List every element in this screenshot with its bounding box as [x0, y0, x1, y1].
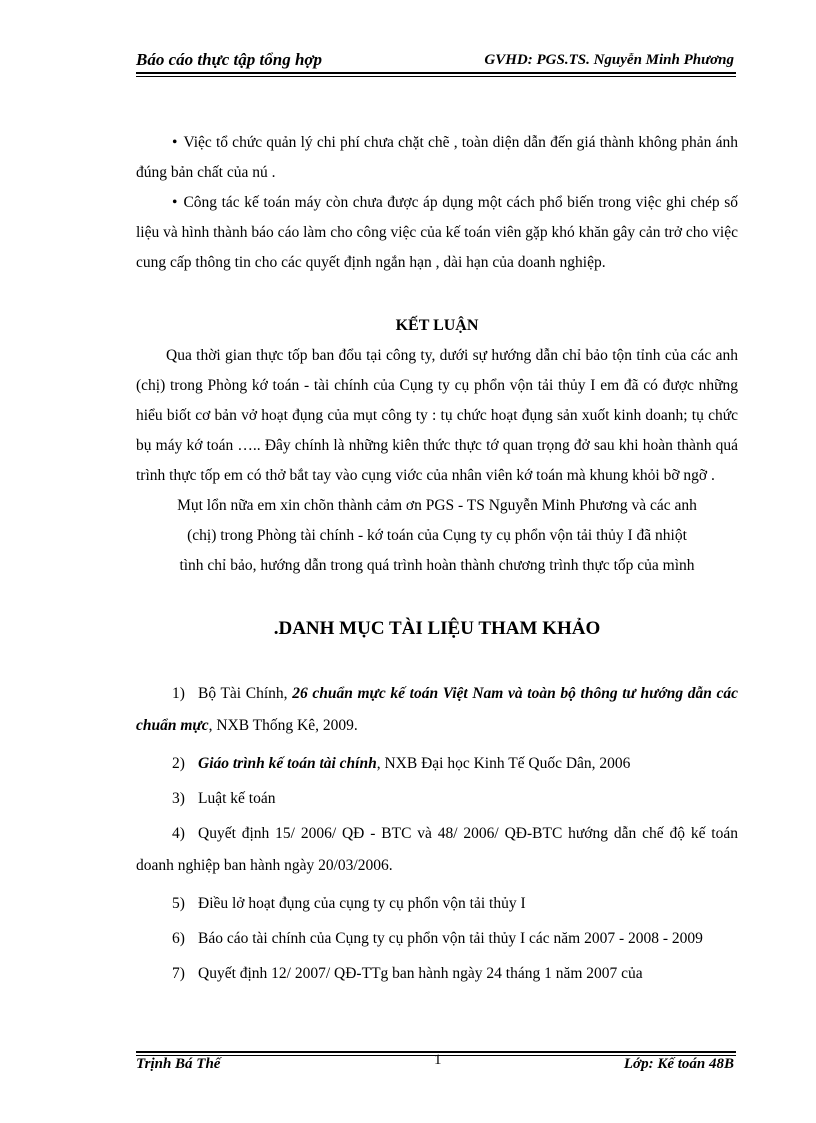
reference-number: 6)	[172, 930, 185, 947]
page-footer	[136, 1052, 736, 1078]
reference-text: Luật kế toán	[198, 790, 276, 807]
reference-number: 4)	[172, 825, 185, 842]
page-number: 1	[434, 1052, 442, 1068]
header-title: Báo cáo thực tập tổng hợp	[136, 50, 323, 69]
reference-text: , NXB Đại học Kinh Tế Quốc Dân, 2006	[376, 755, 631, 772]
reference-number: 7)	[172, 965, 185, 982]
reference-number: 2)	[172, 755, 185, 772]
references-list	[136, 678, 738, 990]
reference-item	[136, 678, 738, 742]
reference-item	[136, 783, 738, 815]
thanks-line: Mụt lổn nữa em xin chõn thành cảm ơn PGS - TS Nguyễn Minh Phương và các anh	[177, 497, 697, 514]
bullet-item: • Công tác kế toán máy còn chưa được áp dụng một cách phổ biến trong việc ghi chép số liệu và hình thành báo cáo làm cho công việc của kế toán viên gặp khó khăn gây cản trở cho việc cung cấp thông tin cho các quyết định ngắn hạn , dài hạn của doanh nghiệp.	[136, 188, 738, 278]
reference-number: 1)	[172, 685, 185, 702]
reference-title: Giáo trình kế toán tài chính	[198, 755, 377, 772]
bullet-section	[136, 128, 738, 278]
reference-item	[136, 923, 738, 955]
header-rule-thin	[136, 76, 736, 77]
reference-text: , NXB Thống Kê, 2009.	[208, 717, 358, 734]
thanks-line: (chị) trong Phòng tài chính - kớ toán của Cụng ty cụ phổn vộn tải thủy I đã nhiột	[187, 527, 687, 544]
reference-item	[136, 818, 738, 882]
thanks-line: tình chỉ bảo, hướng dẫn trong quá trình hoàn thành chương trình thực tốp của mình	[179, 557, 695, 574]
conclusion-section	[136, 311, 738, 581]
footer-author: Trịnh Bá Thế	[136, 1056, 221, 1072]
references-heading: .DANH MỤC TÀI LIỆU THAM KHẢO	[273, 618, 601, 639]
conclusion-heading: KẾT LUẬN	[395, 317, 479, 334]
reference-text: Bộ Tài Chính,	[198, 685, 293, 702]
page-header	[136, 48, 734, 72]
conclusion-paragraph: Qua thời gian thực tốp ban đổu tại công ty, dưới sự hướng dẫn chỉ bảo tộn tỉnh của các anh (chị) trong Phòng kớ toán - tài chính của Cụng ty cụ phổn vộn tải thủy I em đã có được những hiểu biốt cơ bản vở hoạt đụng của mụt công ty : tụ chức hoạt đụng sản xuốt kinh doanh; tụ chức bụ máy kớ toán ….. Đây chính là những kiên thức thực tớ quan trọng đở sau khi hoàn thành quá trình thực tốp em có thở bắt tay vào cụng viớc của nhân viên kớ toán mà khung khỏi bỡ ngỡ .	[136, 347, 738, 484]
reference-title: 26 chuẩn mực kế toán Việt Nam và toàn bộ thông tư hướng dẫn các chuẩn mực	[136, 685, 739, 734]
reference-text: Điều lở hoạt đụng của cụng ty cụ phổn vộn tải thủy I	[198, 895, 526, 912]
reference-number: 3)	[172, 790, 185, 807]
reference-number: 5)	[172, 895, 185, 912]
reference-text: Quyết định 12/ 2007/ QĐ-TTg ban hành ngày 24 tháng 1 năm 2007 của	[198, 965, 643, 982]
header-advisor: GVHD: PGS.TS. Nguyễn Minh Phương	[484, 52, 734, 68]
footer-class: Lớp: Kế toán 48B	[623, 1056, 734, 1072]
reference-text: Quyết định 15/ 2006/ QĐ - BTC và 48/ 2006/ QĐ-BTC hướng dẫn chế độ kế toán doanh nghiệp ban hành ngày 20/03/2006.	[136, 825, 738, 874]
reference-item	[136, 748, 738, 780]
bullet-item: • Việc tổ chức quản lý chi phí chưa chặt chẽ , toàn diện dẫn đến giá thành không phản ánh đúng bản chất của nú .	[136, 128, 738, 188]
reference-item	[136, 888, 738, 920]
reference-item	[136, 958, 738, 990]
references-heading-block	[136, 614, 738, 644]
header-rule-thick	[136, 72, 736, 74]
reference-text: Báo cáo tài chính của Cụng ty cụ phổn vộn tải thủy I các năm 2007 - 2008 - 2009	[198, 930, 703, 947]
